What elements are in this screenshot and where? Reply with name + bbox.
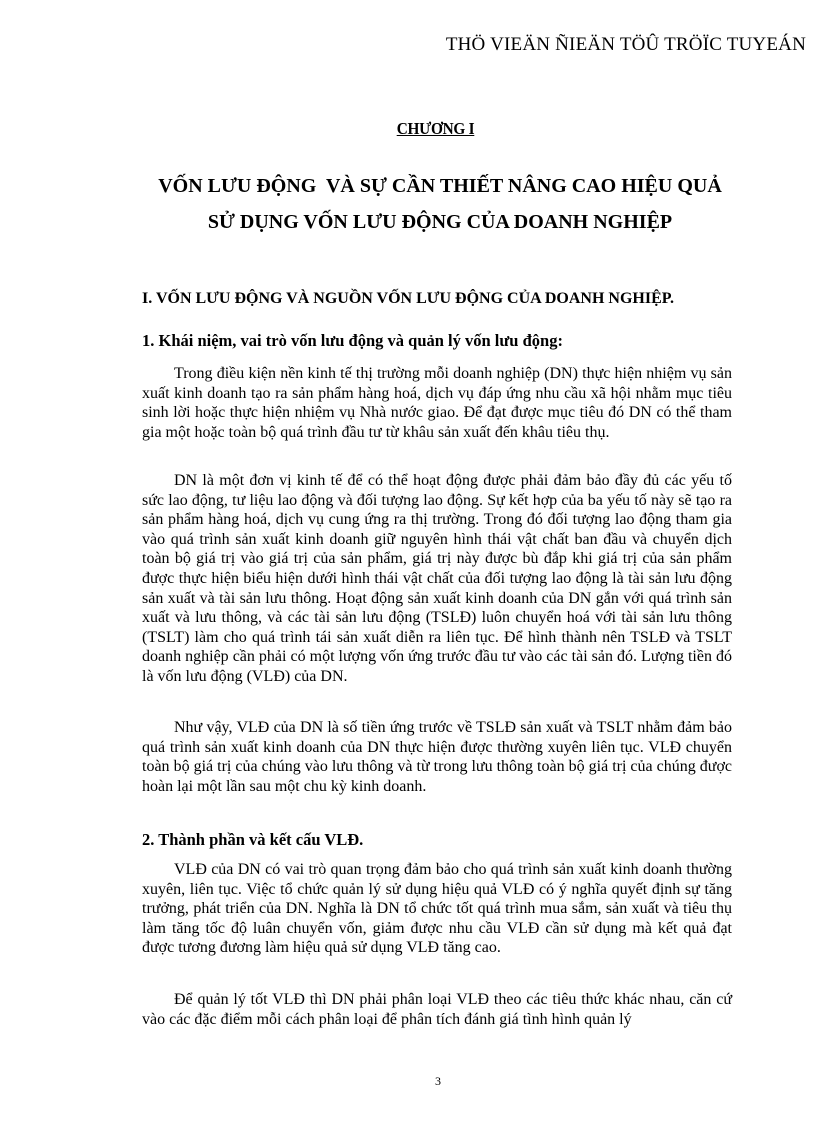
paragraph-1: Trong điều kiện nền kinh tế thị trường mỗi doanh nghiệp (DN) thực hiện nhiệm vụ sản xuất kinh doanh tạo ra sản phẩm hàng hoá, dịch vụ đáp ứng nhu cầu xã hội nhằm mục tiêu sinh lời hoặc thực hiện nhiệm vụ Nhà nước giao. Để đạt được mục tiêu đó DN có thể tham gia một hoặc toàn bộ quá trình đầu tư từ khâu sản xuất đến khâu tiêu thụ. (142, 365, 732, 441)
paragraph-3: Như vậy, VLĐ của DN là số tiền ứng trước về TSLĐ sản xuất và TSLT nhằm đảm bảo quá trình sản xuất kinh doanh của DN thực hiện được thường xuyên liên tục. VLĐ chuyển toàn bộ giá trị của chúng vào lưu thông và từ trong lưu thông toàn bộ giá trị của chúng được hoàn lại một lần sau một chu kỳ kinh doanh. (142, 719, 732, 795)
paragraph-5: Để quản lý tốt VLĐ thì DN phải phân loại VLĐ theo các tiêu thức khác nhau, căn cứ vào các đặc điểm mỗi cách phân loại để phân tích đánh giá tình hình quản lý (142, 991, 732, 1028)
section-heading: I. VỐN LƯU ĐỘNG VÀ NGUỒN VỐN LƯU ĐỘNG CỦA DOANH NGHIỆP. (142, 290, 675, 307)
paragraph-4: VLĐ của DN có vai trò quan trọng đảm bảo cho quá trình sản xuất kinh doanh thường xuyên, liên tục. Việc tổ chức quản lý sử dụng hiệu quả VLĐ có ý nghĩa quyết định sự tăng trưởng, phát triển của DN. Nghĩa là DN tổ chức tốt quá trình mua sắm, sản xuất và tiêu thụ làm tăng tốc độ luân chuyển vốn, giảm được nhu cầu VLĐ cần sử dụng mà kết quả đạt được tương đương làm hiệu quả sử dụng VLĐ tăng cao. (142, 861, 732, 957)
running-header: THÖ VIEÄN ÑIEÄN TÖÛ TRÖÏC TUYEÁN (445, 34, 806, 55)
chapter-title (140, 168, 740, 240)
page-number: 3 (435, 1074, 441, 1088)
chapter-label: CHƯƠNG I (396, 119, 475, 138)
subsection-heading-1: 1. Khái niệm, vai trò vốn lưu động và quản lý vốn lưu động: (142, 331, 563, 350)
paragraph-2: DN là một đơn vị kinh tế để có thể hoạt động được phải đảm bảo đầy đủ các yếu tố sức lao động, tư liệu lao động và đối tượng lao động. Sự kết hợp của ba yếu tố này sẽ tạo ra sản phẩm hàng hoá, dịch vụ cung ứng ra thị trường. Trong đó đối tượng lao động tham gia vào quá trình sản xuất kinh doanh giữ nguyên hình thái vật chất ban đầu và chuyển dịch toàn bộ giá trị vào giá trị của sản phẩm, giá trị này được bù đắp khi giá trị của sản phẩm được thực hiện biểu hiện dưới hình thái vật chất của đối tượng lao động là tài sản lưu động sản xuất và tài sản lưu thông. Hoạt động sản xuất kinh doanh của DN gắn với quá trình sản xuất và lưu thông, và các tài sản lưu động (TSLĐ) luôn chuyển hoá với tài sản lưu thông (TSLT) làm cho quá trình tái sản xuất diễn ra liên tục. Để hình thành nên TSLĐ và TSLT doanh nghiệp cần phải có một lượng vốn ứng trước đầu tư vào các tài sản đó. Lượng tiền đó là vốn lưu động (VLĐ) của DN. (142, 472, 732, 685)
chapter-title-line-1: VỐN LƯU ĐỘNG VÀ SỰ CẦN THIẾT NÂNG CAO HIỆU QUẢ (158, 175, 722, 197)
chapter-title-line-2: SỬ DỤNG VỐN LƯU ĐỘNG CỦA DOANH NGHIỆP (207, 211, 673, 233)
subsection-heading-2: 2. Thành phần và kết cấu VLĐ. (142, 830, 364, 849)
